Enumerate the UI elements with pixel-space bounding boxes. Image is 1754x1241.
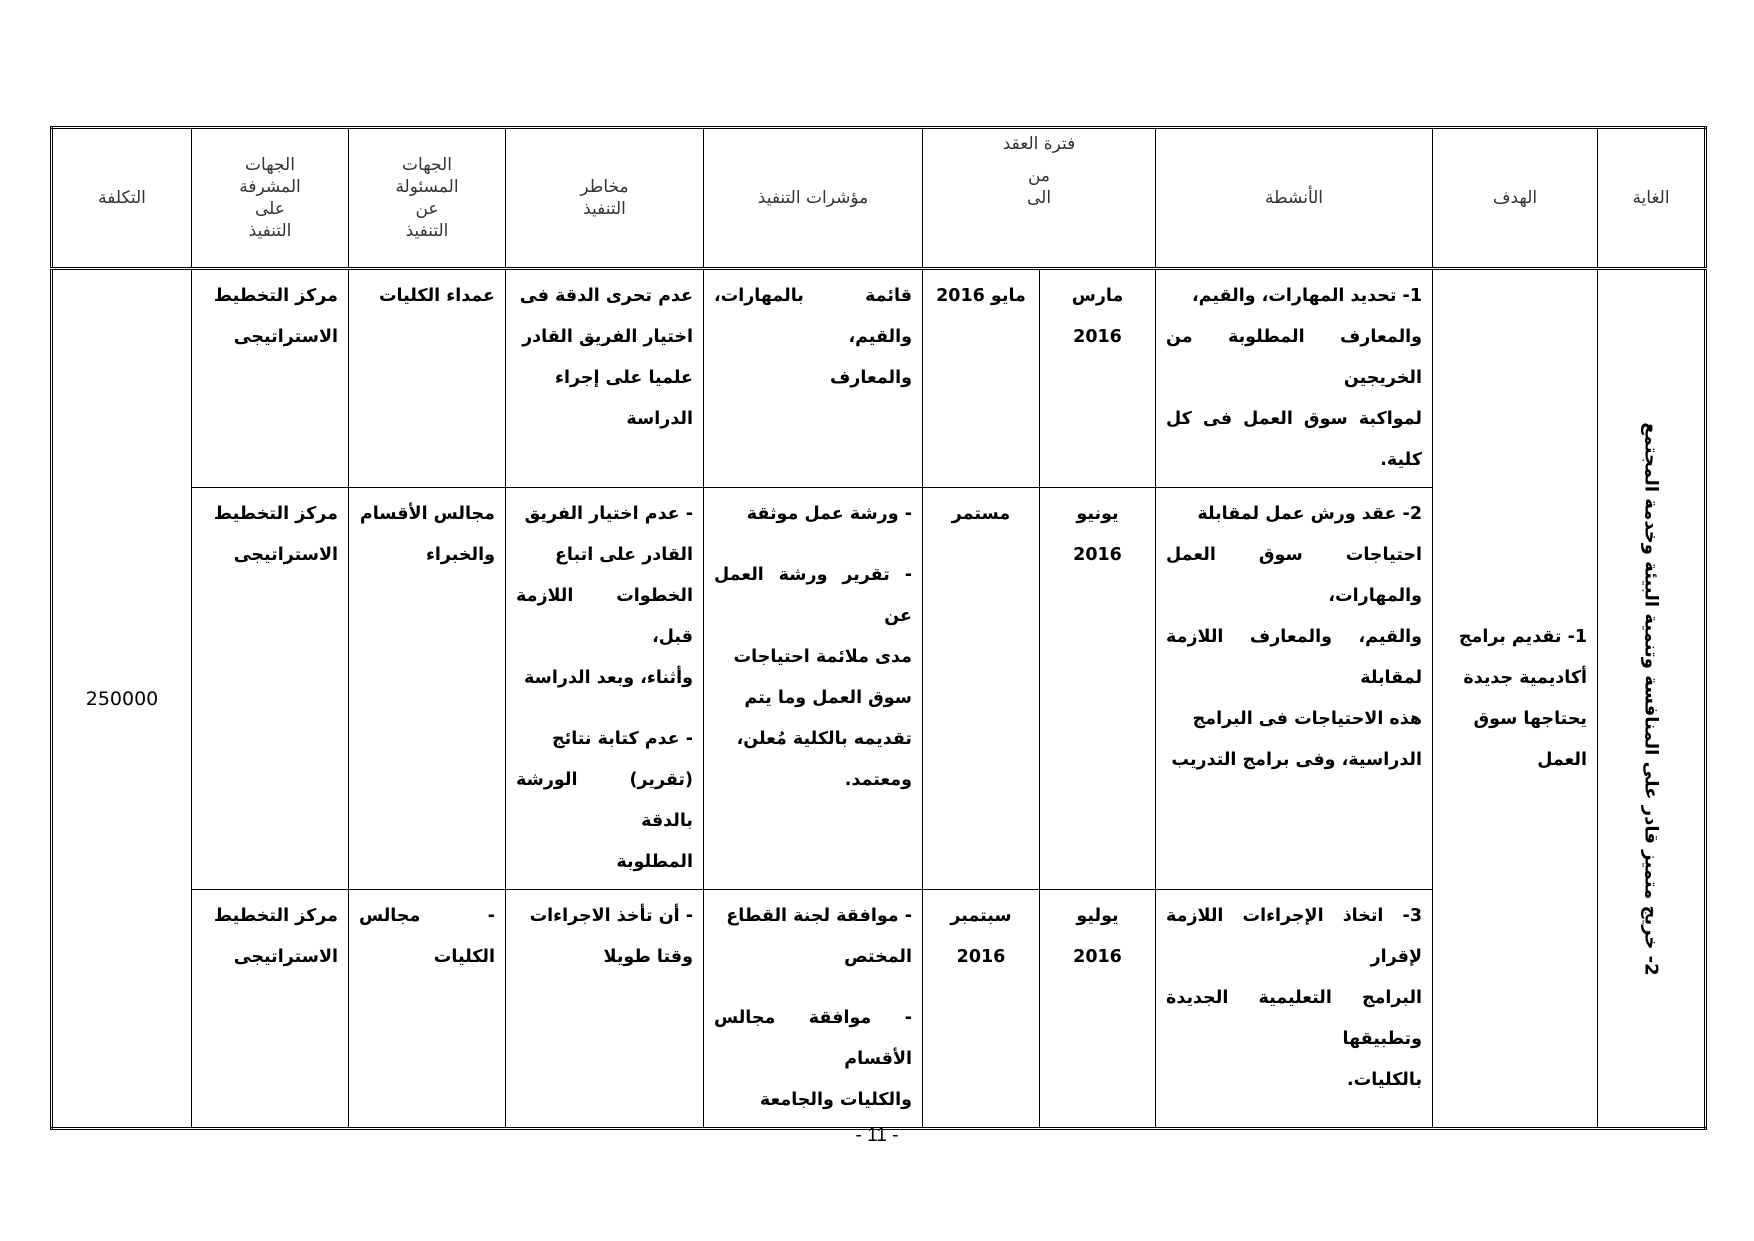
- responsible-cell: [349, 890, 506, 1129]
- period-from-cell: [1040, 269, 1156, 488]
- cell-line: - تقرير ورشة العمل عن: [714, 565, 912, 626]
- period-from-cell: [1040, 488, 1156, 890]
- indicators-cell: [704, 269, 923, 488]
- cell-line: بالكليات.: [1347, 1070, 1423, 1090]
- cell-line: اختيار الفريق القادر: [522, 327, 693, 347]
- header-row: [52, 128, 1706, 269]
- header-indicators: [704, 128, 923, 269]
- cell-line: والخبراء: [425, 545, 495, 565]
- activities-cell: [1156, 488, 1433, 890]
- period-from-cell: [1040, 890, 1156, 1129]
- cell-line: الدراسية، وفى برامج التدريب: [1171, 750, 1423, 770]
- header-cost-label: التكلفة: [98, 188, 146, 208]
- cell-line: يحتاجها سوق: [1473, 708, 1588, 729]
- risks-cell: [506, 890, 704, 1129]
- header-responsible-line: الجهات: [402, 155, 452, 175]
- header-period-line: الى: [1026, 188, 1052, 208]
- cost-value: 250000: [85, 687, 159, 710]
- cell-line: الدراسة: [626, 409, 693, 429]
- header-risks-line: مخاطر: [580, 177, 629, 197]
- cell-line: الاستراتيجى: [233, 947, 338, 967]
- cell-line: المطلوبة: [616, 852, 693, 872]
- cell-line: أكاديمية جديدة: [1463, 667, 1588, 688]
- header-goal: [1598, 128, 1706, 269]
- risks-cell: [506, 488, 704, 890]
- cell-line: 2016: [1073, 327, 1122, 347]
- cell-line: (تقرير) الورشة بالدقة: [516, 770, 693, 831]
- cell-line: 2016: [956, 947, 1006, 967]
- header-objective-label: الهدف: [1492, 188, 1538, 208]
- header-supervising-line: المشرفة: [239, 177, 301, 197]
- activities-cell: [1156, 890, 1433, 1129]
- cell-line: وقتا طويلا: [603, 947, 693, 967]
- cell-line: 3- اتخاذ الإجراءات اللازمة لإقرار: [1166, 906, 1423, 967]
- supervising-cell: [192, 890, 349, 1129]
- cell-line: 1- تقديم برامج: [1458, 626, 1588, 647]
- cell-line: ومعتمد.: [844, 770, 912, 790]
- cell-line: والكليات والجامعة: [759, 1090, 912, 1110]
- header-activities: [1156, 128, 1433, 269]
- cell-line: مارس: [1071, 286, 1124, 306]
- cell-line: عمداء الكليات: [378, 286, 495, 306]
- cell-line: العمل: [1537, 749, 1588, 770]
- header-supervising-line: الجهات: [245, 155, 295, 175]
- period-to-cell: [923, 890, 1040, 1129]
- plan-table: [50, 126, 1707, 1130]
- cell-line: يونيو 2016: [1073, 504, 1122, 565]
- cell-line: 1- تحديد المهارات، والقيم،: [1192, 286, 1423, 306]
- header-supervising-line: على: [255, 199, 285, 219]
- supervising-cell: [192, 269, 349, 488]
- header-responsible-line: المسئولة: [395, 177, 459, 197]
- cost-cell: [52, 269, 192, 1129]
- risks-cell: [506, 269, 704, 488]
- cell-line: - موافقة مجالس الأقسام: [714, 1008, 912, 1069]
- header-responsible-line: عن: [415, 199, 439, 219]
- header-period: [923, 128, 1156, 269]
- cell-line: لمواكبة سوق العمل فى كل كلية.: [1166, 409, 1423, 470]
- cell-line: مجالس الأقسام: [359, 504, 495, 524]
- cell-line: - مجالس الكليات: [359, 906, 495, 967]
- cell-line: مايو 2016: [936, 286, 1026, 306]
- cell-line: - موافقة لجنة القطاع: [726, 906, 912, 926]
- indicators-cell: [704, 890, 923, 1129]
- cell-line: 2- عقد ورش عمل لمقابلة: [1197, 504, 1423, 524]
- cell-line: والمعارف: [829, 368, 912, 388]
- goal-cell: [1598, 269, 1706, 1129]
- header-period-line: من: [1027, 166, 1051, 186]
- cell-line: - أن تأخذ الاجراءات: [529, 906, 693, 926]
- cell-line: سبتمبر: [950, 906, 1012, 926]
- cell-line: مركز التخطيط: [213, 504, 338, 524]
- header-responsible: [349, 128, 506, 269]
- cell-line: والمعارف المطلوبة من الخريجين: [1166, 327, 1423, 388]
- cell-line: مستمر: [951, 504, 1011, 524]
- period-to-cell: [923, 269, 1040, 488]
- cell-line: المختص: [844, 947, 912, 967]
- cell-line: والقيم، والمعارف اللازمة لمقابلة: [1166, 627, 1423, 688]
- table-row: [52, 269, 1706, 488]
- header-activities-label: الأنشطة: [1264, 188, 1324, 208]
- cell-line: هذه الاحتياجات فى البرامج: [1192, 709, 1423, 729]
- cell-line: علميا على إجراء: [555, 368, 693, 388]
- cell-line: القادر على اتباع: [554, 545, 693, 565]
- supervising-cell: [192, 488, 349, 890]
- cell-line: مدى ملائمة احتياجات: [733, 647, 912, 667]
- cell-line: الاستراتيجى: [233, 327, 338, 347]
- cell-line: احتياجات سوق العمل والمهارات،: [1166, 545, 1423, 606]
- objective-cell: [1433, 269, 1598, 1129]
- cell-line: عدم تحرى الدقة فى: [519, 286, 693, 306]
- cell-line: - ورشة عمل موثقة: [746, 504, 912, 524]
- cell-line: مركز التخطيط: [213, 286, 338, 306]
- goal-text: 2- خريج متميز قادر على المنافسة وتنمية البيئة وخدمة المجتمع: [1640, 421, 1662, 976]
- activities-cell: [1156, 269, 1433, 488]
- cell-line: البرامج التعليمية الجديدة وتطبيقها: [1166, 988, 1423, 1049]
- header-goal-label: الغاية: [1632, 188, 1670, 208]
- header-responsible-line: التنفيذ: [405, 221, 449, 241]
- header-risks-line: التنفيذ: [583, 199, 626, 219]
- cell-line: الاستراتيجى: [233, 545, 338, 565]
- indicators-cell: [704, 488, 923, 890]
- cell-line: تقديمه بالكلية مُعلن،: [736, 729, 912, 749]
- header-cost: [52, 128, 192, 269]
- page-number: - 11 -: [855, 1125, 899, 1146]
- header-risks: [506, 128, 704, 269]
- header-supervising-line: التنفيذ: [248, 221, 292, 241]
- cell-line: سوق العمل وما يتم: [744, 688, 912, 708]
- period-to-cell: [923, 488, 1040, 890]
- cell-line: قائمة بالمهارات، والقيم،: [714, 286, 912, 347]
- responsible-cell: [349, 488, 506, 890]
- header-supervising: [192, 128, 349, 269]
- header-period-line: فترة العقد: [1002, 134, 1076, 154]
- responsible-cell: [349, 269, 506, 488]
- cell-line: الخطوات اللازمة قبل،: [516, 586, 693, 647]
- header-objective: [1433, 128, 1598, 269]
- cell-line: - عدم اختيار الفريق: [524, 504, 693, 524]
- cell-line: وأثناء، وبعد الدراسة: [524, 668, 693, 688]
- cell-line: - عدم كتابة نتائج: [552, 729, 693, 749]
- cell-line: يوليو 2016: [1073, 906, 1122, 967]
- cell-line: مركز التخطيط: [213, 906, 338, 926]
- header-indicators-label: مؤشرات التنفيذ: [757, 188, 869, 208]
